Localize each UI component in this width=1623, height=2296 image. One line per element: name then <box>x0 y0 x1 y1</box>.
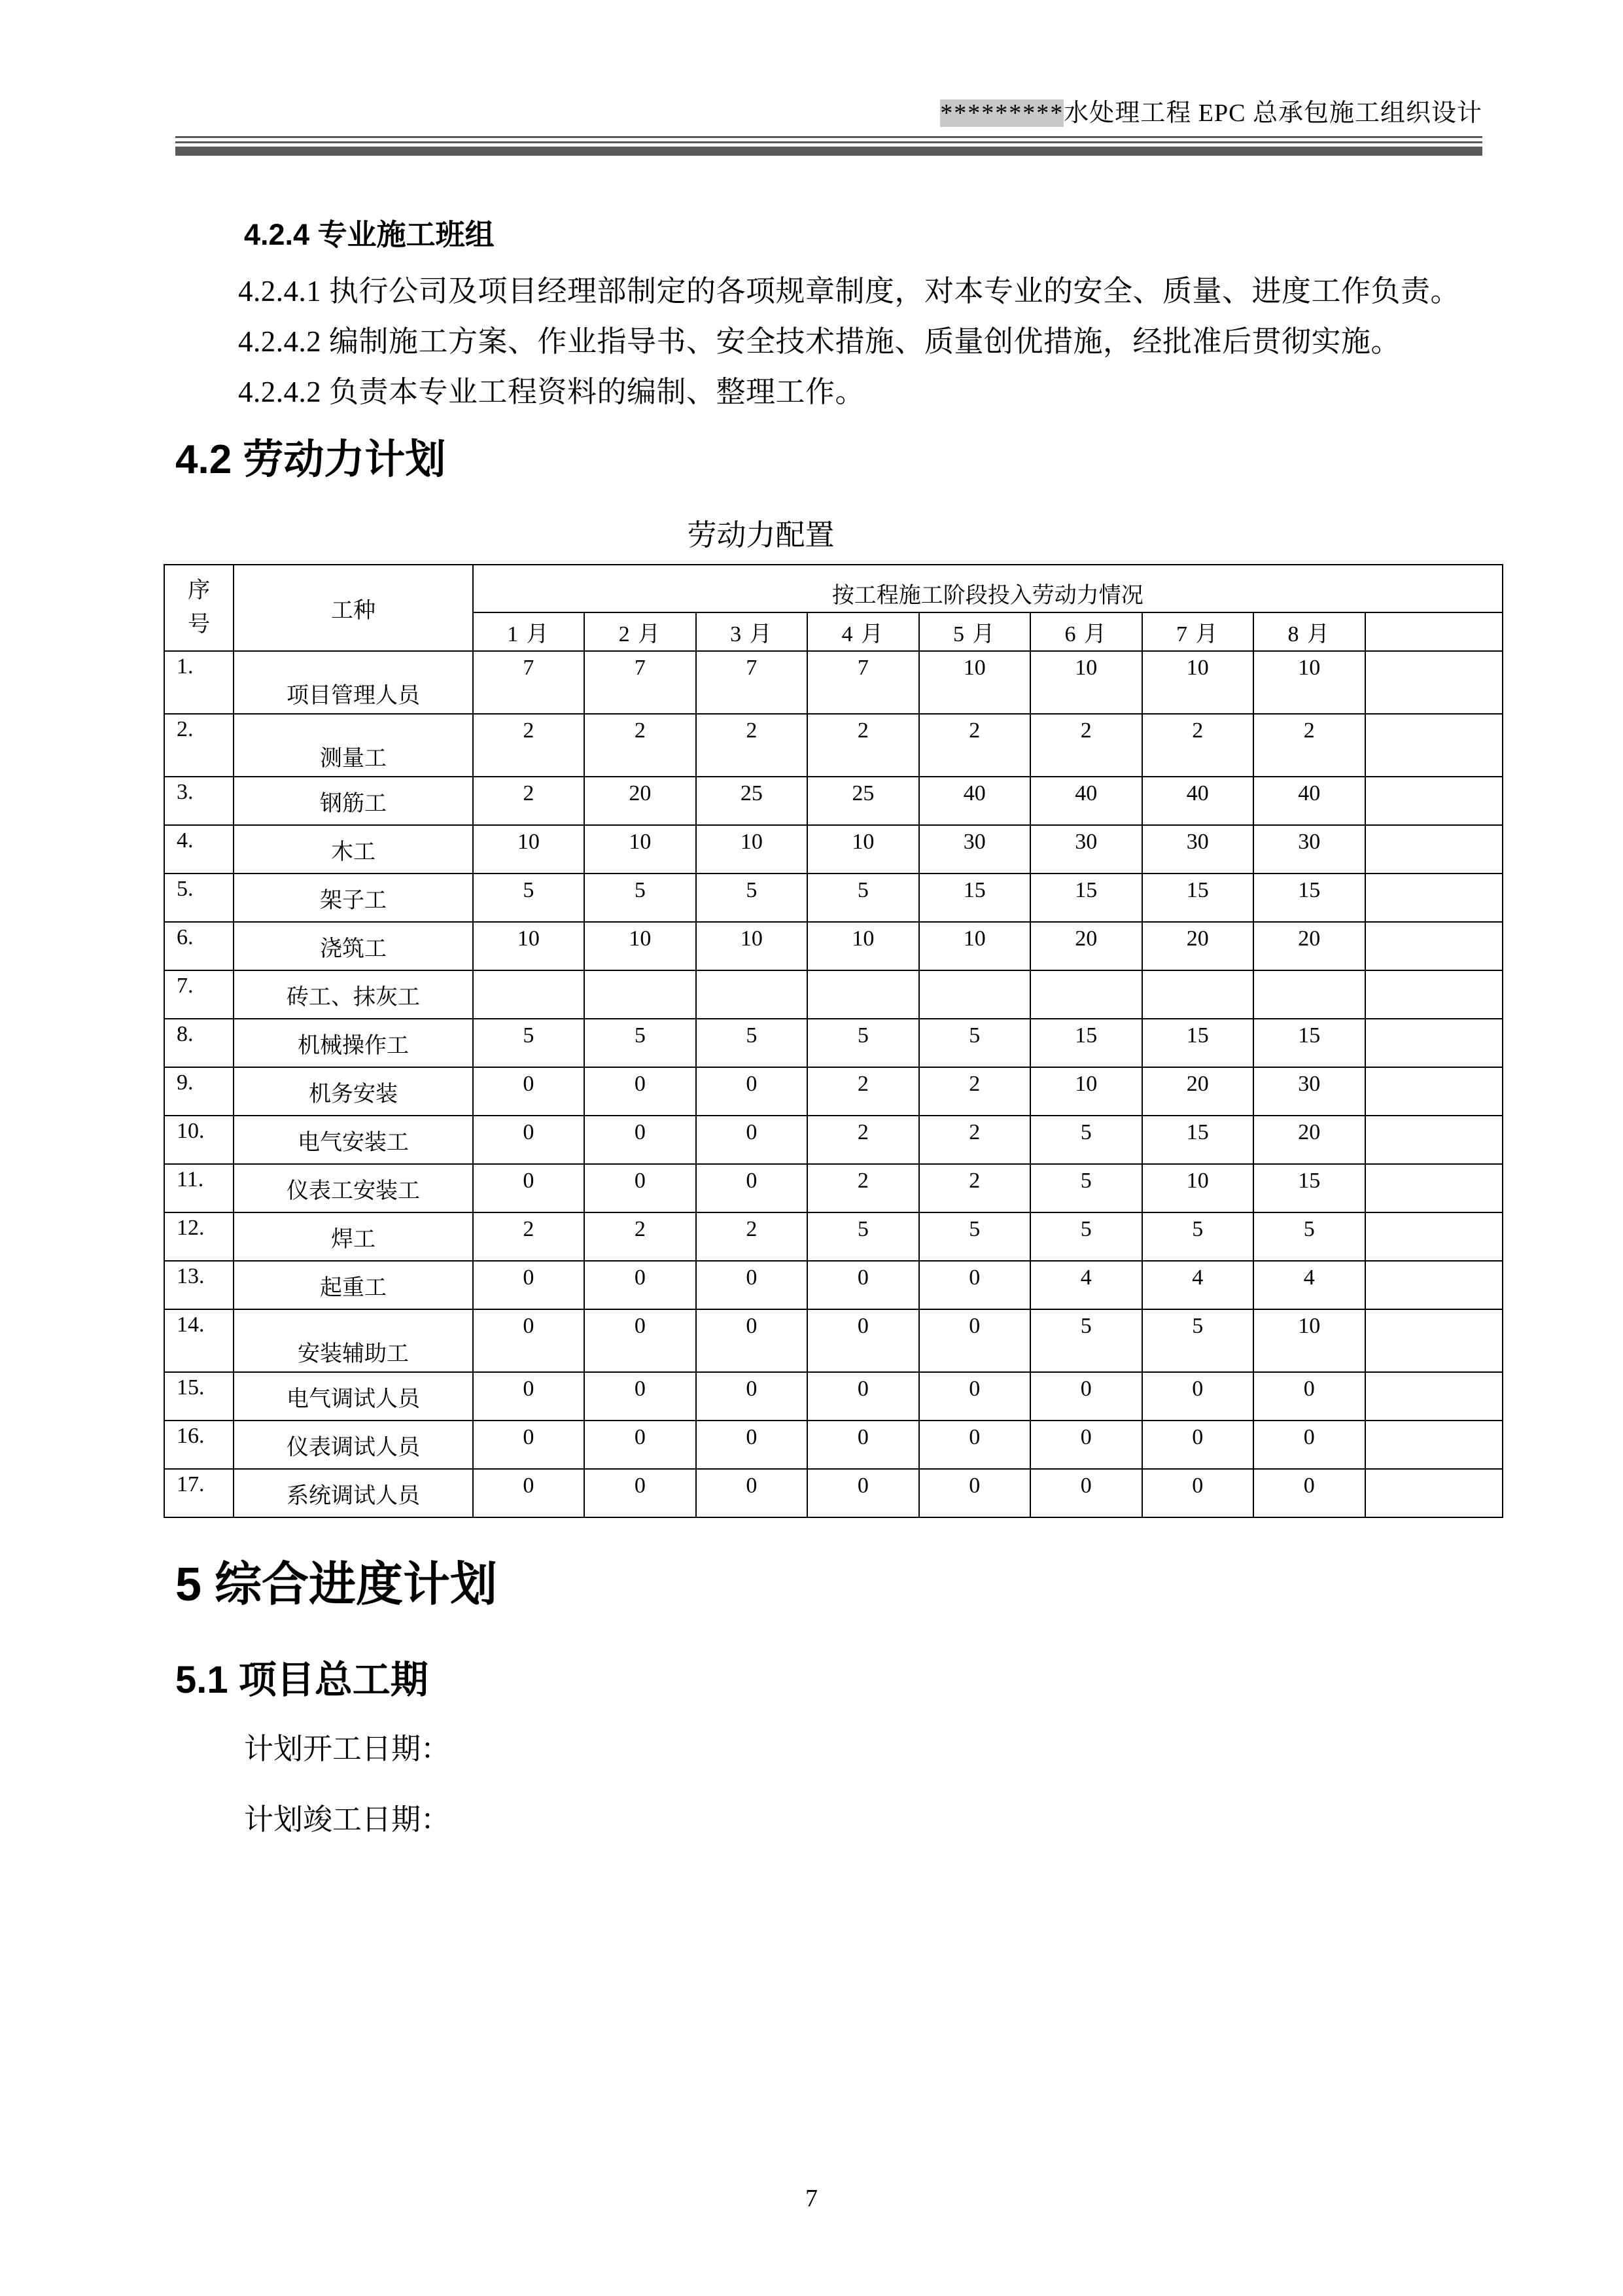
cell-month-value: 10 <box>473 825 584 874</box>
table-row <box>164 1309 1503 1372</box>
cell-month-value: 0 <box>696 1309 807 1372</box>
cell-extra <box>1365 651 1503 714</box>
cell-trade: 项目管理人员 <box>234 651 472 714</box>
cell-month-value: 2 <box>473 714 584 777</box>
cell-month-value: 0 <box>473 1469 584 1517</box>
cell-month-value: 15 <box>1030 1019 1142 1067</box>
table-row <box>164 825 1503 874</box>
cell-month-value: 20 <box>1253 1116 1365 1164</box>
cell-trade: 焊工 <box>234 1212 472 1261</box>
table-caption: 劳动力配置 <box>687 519 835 552</box>
cell-extra <box>1365 1212 1503 1261</box>
cell-trade: 电气调试人员 <box>234 1372 472 1421</box>
cell-month-value: 10 <box>919 651 1030 714</box>
cell-month-value: 7 <box>807 651 918 714</box>
cell-month-value: 15 <box>1253 1164 1365 1212</box>
table-head <box>164 565 1503 651</box>
cell-month-value: 30 <box>1030 825 1142 874</box>
column-header-extra <box>1365 612 1503 651</box>
cell-month-value: 0 <box>584 1469 695 1517</box>
table-row <box>164 1116 1503 1164</box>
page-number: 7 <box>805 2185 818 2212</box>
cell-month-value: 2 <box>807 1067 918 1116</box>
cell-extra <box>1365 1019 1503 1067</box>
cell-month-value: 15 <box>1142 1116 1253 1164</box>
cell-month-value: 10 <box>696 825 807 874</box>
cell-index: 8. <box>164 1019 234 1067</box>
cell-month-value: 2 <box>807 1116 918 1164</box>
heading-5-1: 5.1 项目总工期 <box>175 1658 428 1701</box>
cell-trade: 起重工 <box>234 1261 472 1309</box>
cell-trade: 安装辅助工 <box>234 1309 472 1372</box>
cell-month-value: 0 <box>584 1116 695 1164</box>
cell-month-value: 15 <box>1253 874 1365 922</box>
cell-month-value: 20 <box>1142 1067 1253 1116</box>
cell-month-value <box>473 970 584 1019</box>
column-header-index-line2: 号 <box>188 612 211 637</box>
cell-index: 4. <box>164 825 234 874</box>
cell-month-value: 2 <box>919 1116 1030 1164</box>
cell-extra <box>1365 825 1503 874</box>
cell-month-value <box>1142 970 1253 1019</box>
cell-month-value: 0 <box>584 1309 695 1372</box>
cell-month-value: 0 <box>696 1116 807 1164</box>
cell-month-value: 0 <box>1253 1421 1365 1469</box>
cell-month-value: 0 <box>473 1164 584 1212</box>
cell-month-value <box>1253 970 1365 1019</box>
cell-month-value: 0 <box>1253 1372 1365 1421</box>
table-row <box>164 1469 1503 1517</box>
cell-month-value: 30 <box>1253 825 1365 874</box>
table-row <box>164 922 1503 970</box>
cell-month-value: 10 <box>696 922 807 970</box>
cell-month-value: 4 <box>1030 1261 1142 1309</box>
cell-month-value: 7 <box>473 651 584 714</box>
cell-month-value: 2 <box>473 1212 584 1261</box>
cell-month-value: 0 <box>696 1261 807 1309</box>
cell-month-value: 15 <box>1142 1019 1253 1067</box>
cell-trade: 木工 <box>234 825 472 874</box>
cell-month-value: 0 <box>807 1469 918 1517</box>
page-content <box>175 216 1484 1845</box>
cell-month-value: 5 <box>584 874 695 922</box>
cell-month-value: 5 <box>696 1019 807 1067</box>
cell-month-value: 0 <box>1030 1421 1142 1469</box>
cell-month-value: 5 <box>919 1019 1030 1067</box>
cell-month-value: 20 <box>1253 922 1365 970</box>
cell-index: 10. <box>164 1116 234 1164</box>
cell-month-value: 10 <box>807 922 918 970</box>
cell-trade: 系统调试人员 <box>234 1469 472 1517</box>
table-row <box>164 651 1503 714</box>
cell-month-value: 2 <box>1030 714 1142 777</box>
cell-month-value: 5 <box>1253 1212 1365 1261</box>
cell-month-value: 7 <box>696 651 807 714</box>
column-header-month-5: 5 月 <box>919 612 1030 651</box>
cell-month-value: 40 <box>919 777 1030 825</box>
column-header-month-2: 2 月 <box>584 612 695 651</box>
cell-month-value: 5 <box>1030 1164 1142 1212</box>
cell-index: 17. <box>164 1469 234 1517</box>
cell-month-value: 0 <box>1030 1372 1142 1421</box>
heading-4-2: 4.2 劳动力计划 <box>175 436 446 482</box>
line-planned-end-date: 计划竣工日期： <box>244 1803 451 1836</box>
cell-index: 16. <box>164 1421 234 1469</box>
cell-month-value: 2 <box>584 1212 695 1261</box>
header-redaction-stars: ********* <box>940 99 1064 127</box>
cell-month-value <box>696 970 807 1019</box>
cell-month-value: 10 <box>473 922 584 970</box>
running-header-text <box>175 98 1482 130</box>
column-header-month-8: 8 月 <box>1253 612 1365 651</box>
cell-month-value: 0 <box>1030 1469 1142 1517</box>
paragraph-4-2-4-2-a: 4.2.4.2 编制施工方案、作业指导书、安全技术措施、质量创优措施，经批准后贯彻实施。 <box>238 325 1401 358</box>
cell-month-value: 4 <box>1142 1261 1253 1309</box>
cell-month-value: 0 <box>473 1261 584 1309</box>
cell-month-value: 0 <box>919 1261 1030 1309</box>
table-row <box>164 1164 1503 1212</box>
column-header-month-3: 3 月 <box>696 612 807 651</box>
cell-month-value: 0 <box>584 1261 695 1309</box>
cell-index: 11. <box>164 1164 234 1212</box>
cell-month-value: 0 <box>1142 1469 1253 1517</box>
cell-trade: 电气安装工 <box>234 1116 472 1164</box>
cell-month-value: 2 <box>807 1164 918 1212</box>
cell-month-value: 5 <box>584 1019 695 1067</box>
cell-index: 7. <box>164 970 234 1019</box>
cell-month-value: 0 <box>1142 1421 1253 1469</box>
cell-month-value: 0 <box>584 1372 695 1421</box>
cell-index: 15. <box>164 1372 234 1421</box>
table-row <box>164 1019 1503 1067</box>
cell-month-value: 0 <box>696 1469 807 1517</box>
cell-extra <box>1365 970 1503 1019</box>
cell-trade: 架子工 <box>234 874 472 922</box>
table-row <box>164 1421 1503 1469</box>
cell-month-value: 0 <box>473 1372 584 1421</box>
cell-month-value: 40 <box>1253 777 1365 825</box>
cell-month-value: 0 <box>807 1372 918 1421</box>
cell-month-value: 2 <box>919 1067 1030 1116</box>
cell-month-value: 0 <box>919 1309 1030 1372</box>
table-row <box>164 1372 1503 1421</box>
paragraph-4-2-4-1: 4.2.4.1 执行公司及项目经理部制定的各项规章制度，对本专业的安全、质量、进度工作负责。 <box>238 274 1461 308</box>
column-header-index-line1: 序 <box>188 578 211 603</box>
cell-trade: 砖工、抹灰工 <box>234 970 472 1019</box>
cell-trade: 浇筑工 <box>234 922 472 970</box>
cell-month-value: 0 <box>696 1421 807 1469</box>
cell-month-value <box>1030 970 1142 1019</box>
cell-month-value: 0 <box>473 1309 584 1372</box>
cell-extra <box>1365 714 1503 777</box>
cell-month-value: 10 <box>1030 651 1142 714</box>
cell-month-value: 20 <box>1030 922 1142 970</box>
cell-month-value: 5 <box>1030 1116 1142 1164</box>
cell-extra <box>1365 1372 1503 1421</box>
line-planned-start-date: 计划开工日期： <box>244 1733 451 1766</box>
table-row <box>164 1212 1503 1261</box>
cell-index: 14. <box>164 1309 234 1372</box>
cell-month-value: 2 <box>1253 714 1365 777</box>
cell-index: 13. <box>164 1261 234 1309</box>
cell-extra <box>1365 777 1503 825</box>
cell-month-value: 0 <box>1253 1469 1365 1517</box>
cell-month-value: 5 <box>473 874 584 922</box>
cell-extra <box>1365 1261 1503 1309</box>
cell-month-value: 0 <box>919 1372 1030 1421</box>
cell-month-value <box>807 970 918 1019</box>
cell-month-value: 0 <box>919 1421 1030 1469</box>
heading-5: 5 综合进度计划 <box>175 1559 498 1612</box>
cell-trade: 机械操作工 <box>234 1019 472 1067</box>
cell-extra <box>1365 1067 1503 1116</box>
cell-month-value: 0 <box>473 1067 584 1116</box>
cell-month-value: 5 <box>1142 1212 1253 1261</box>
cell-month-value: 0 <box>696 1164 807 1212</box>
cell-month-value: 0 <box>807 1261 918 1309</box>
cell-month-value: 40 <box>1030 777 1142 825</box>
cell-month-value: 20 <box>584 777 695 825</box>
column-header-month-6: 6 月 <box>1030 612 1142 651</box>
cell-month-value: 2 <box>696 714 807 777</box>
table-row <box>164 970 1503 1019</box>
cell-index: 9. <box>164 1067 234 1116</box>
paragraph-4-2-4-2-b: 4.2.4.2 负责本专业工程资料的编制、整理工作。 <box>238 376 865 409</box>
cell-month-value: 40 <box>1142 777 1253 825</box>
cell-index: 1. <box>164 651 234 714</box>
cell-month-value: 0 <box>473 1421 584 1469</box>
cell-month-value: 10 <box>1142 651 1253 714</box>
heading-4-2-4: 4.2.4 专业施工班组 <box>244 218 495 251</box>
cell-month-value: 30 <box>919 825 1030 874</box>
column-header-month-1: 1 月 <box>473 612 584 651</box>
cell-month-value: 10 <box>919 922 1030 970</box>
header-title: 水处理工程 EPC 总承包施工组织设计 <box>1064 99 1482 127</box>
table-row <box>164 1067 1503 1116</box>
cell-month-value: 7 <box>584 651 695 714</box>
cell-month-value: 0 <box>473 1116 584 1164</box>
cell-trade: 测量工 <box>234 714 472 777</box>
cell-month-value: 5 <box>807 874 918 922</box>
cell-month-value <box>919 970 1030 1019</box>
cell-month-value: 10 <box>1030 1067 1142 1116</box>
cell-month-value: 0 <box>696 1067 807 1116</box>
cell-extra <box>1365 1469 1503 1517</box>
cell-extra <box>1365 1309 1503 1372</box>
cell-month-value: 10 <box>584 825 695 874</box>
cell-month-value: 0 <box>696 1372 807 1421</box>
table-row <box>164 777 1503 825</box>
cell-month-value: 0 <box>807 1309 918 1372</box>
cell-month-value: 20 <box>1142 922 1253 970</box>
cell-month-value: 5 <box>1030 1212 1142 1261</box>
cell-month-value: 5 <box>807 1019 918 1067</box>
table-body <box>164 651 1503 1517</box>
cell-index: 6. <box>164 922 234 970</box>
cell-month-value: 25 <box>807 777 918 825</box>
cell-month-value: 0 <box>919 1469 1030 1517</box>
cell-extra <box>1365 1421 1503 1469</box>
running-header <box>175 98 1482 156</box>
cell-month-value: 10 <box>1253 1309 1365 1372</box>
cell-extra <box>1365 922 1503 970</box>
cell-month-value: 2 <box>919 714 1030 777</box>
cell-trade: 机务安装 <box>234 1067 472 1116</box>
cell-month-value: 10 <box>1142 1164 1253 1212</box>
table-header-row-top <box>164 565 1503 612</box>
cell-month-value: 15 <box>1142 874 1253 922</box>
cell-month-value: 2 <box>584 714 695 777</box>
cell-index: 3. <box>164 777 234 825</box>
cell-month-value: 30 <box>1253 1067 1365 1116</box>
column-header-month-4: 4 月 <box>807 612 918 651</box>
cell-month-value: 0 <box>584 1164 695 1212</box>
column-header-index <box>164 565 234 651</box>
cell-index: 5. <box>164 874 234 922</box>
cell-extra <box>1365 1116 1503 1164</box>
cell-extra <box>1365 1164 1503 1212</box>
table-row <box>164 714 1503 777</box>
cell-trade: 钢筋工 <box>234 777 472 825</box>
cell-month-value: 5 <box>919 1212 1030 1261</box>
cell-month-value: 25 <box>696 777 807 825</box>
cell-month-value: 15 <box>1253 1019 1365 1067</box>
cell-month-value: 10 <box>1253 651 1365 714</box>
cell-month-value: 5 <box>696 874 807 922</box>
cell-month-value: 2 <box>696 1212 807 1261</box>
cell-month-value: 0 <box>807 1421 918 1469</box>
cell-month-value: 2 <box>1142 714 1253 777</box>
table-row <box>164 1261 1503 1309</box>
cell-trade: 仪表工安装工 <box>234 1164 472 1212</box>
cell-month-value: 10 <box>807 825 918 874</box>
cell-month-value: 2 <box>807 714 918 777</box>
table-row <box>164 874 1503 922</box>
cell-month-value: 5 <box>807 1212 918 1261</box>
cell-month-value: 2 <box>473 777 584 825</box>
cell-month-value: 30 <box>1142 825 1253 874</box>
cell-month-value: 10 <box>584 922 695 970</box>
cell-month-value: 5 <box>1142 1309 1253 1372</box>
cell-index: 12. <box>164 1212 234 1261</box>
cell-month-value: 15 <box>1030 874 1142 922</box>
cell-month-value: 5 <box>473 1019 584 1067</box>
cell-index: 2. <box>164 714 234 777</box>
cell-month-value: 15 <box>919 874 1030 922</box>
cell-month-value: 0 <box>584 1067 695 1116</box>
cell-month-value <box>584 970 695 1019</box>
cell-month-value: 0 <box>1142 1372 1253 1421</box>
header-rule <box>175 136 1482 156</box>
cell-month-value: 5 <box>1030 1309 1142 1372</box>
cell-month-value: 0 <box>584 1421 695 1469</box>
labor-allocation-table <box>164 564 1503 1518</box>
cell-extra <box>1365 874 1503 922</box>
cell-trade: 仪表调试人员 <box>234 1421 472 1469</box>
column-header-trade: 工种 <box>234 565 472 651</box>
column-header-group: 按工程施工阶段投入劳动力情况 <box>473 565 1503 612</box>
cell-month-value: 4 <box>1253 1261 1365 1309</box>
column-header-month-7: 7 月 <box>1142 612 1253 651</box>
cell-month-value: 2 <box>919 1164 1030 1212</box>
